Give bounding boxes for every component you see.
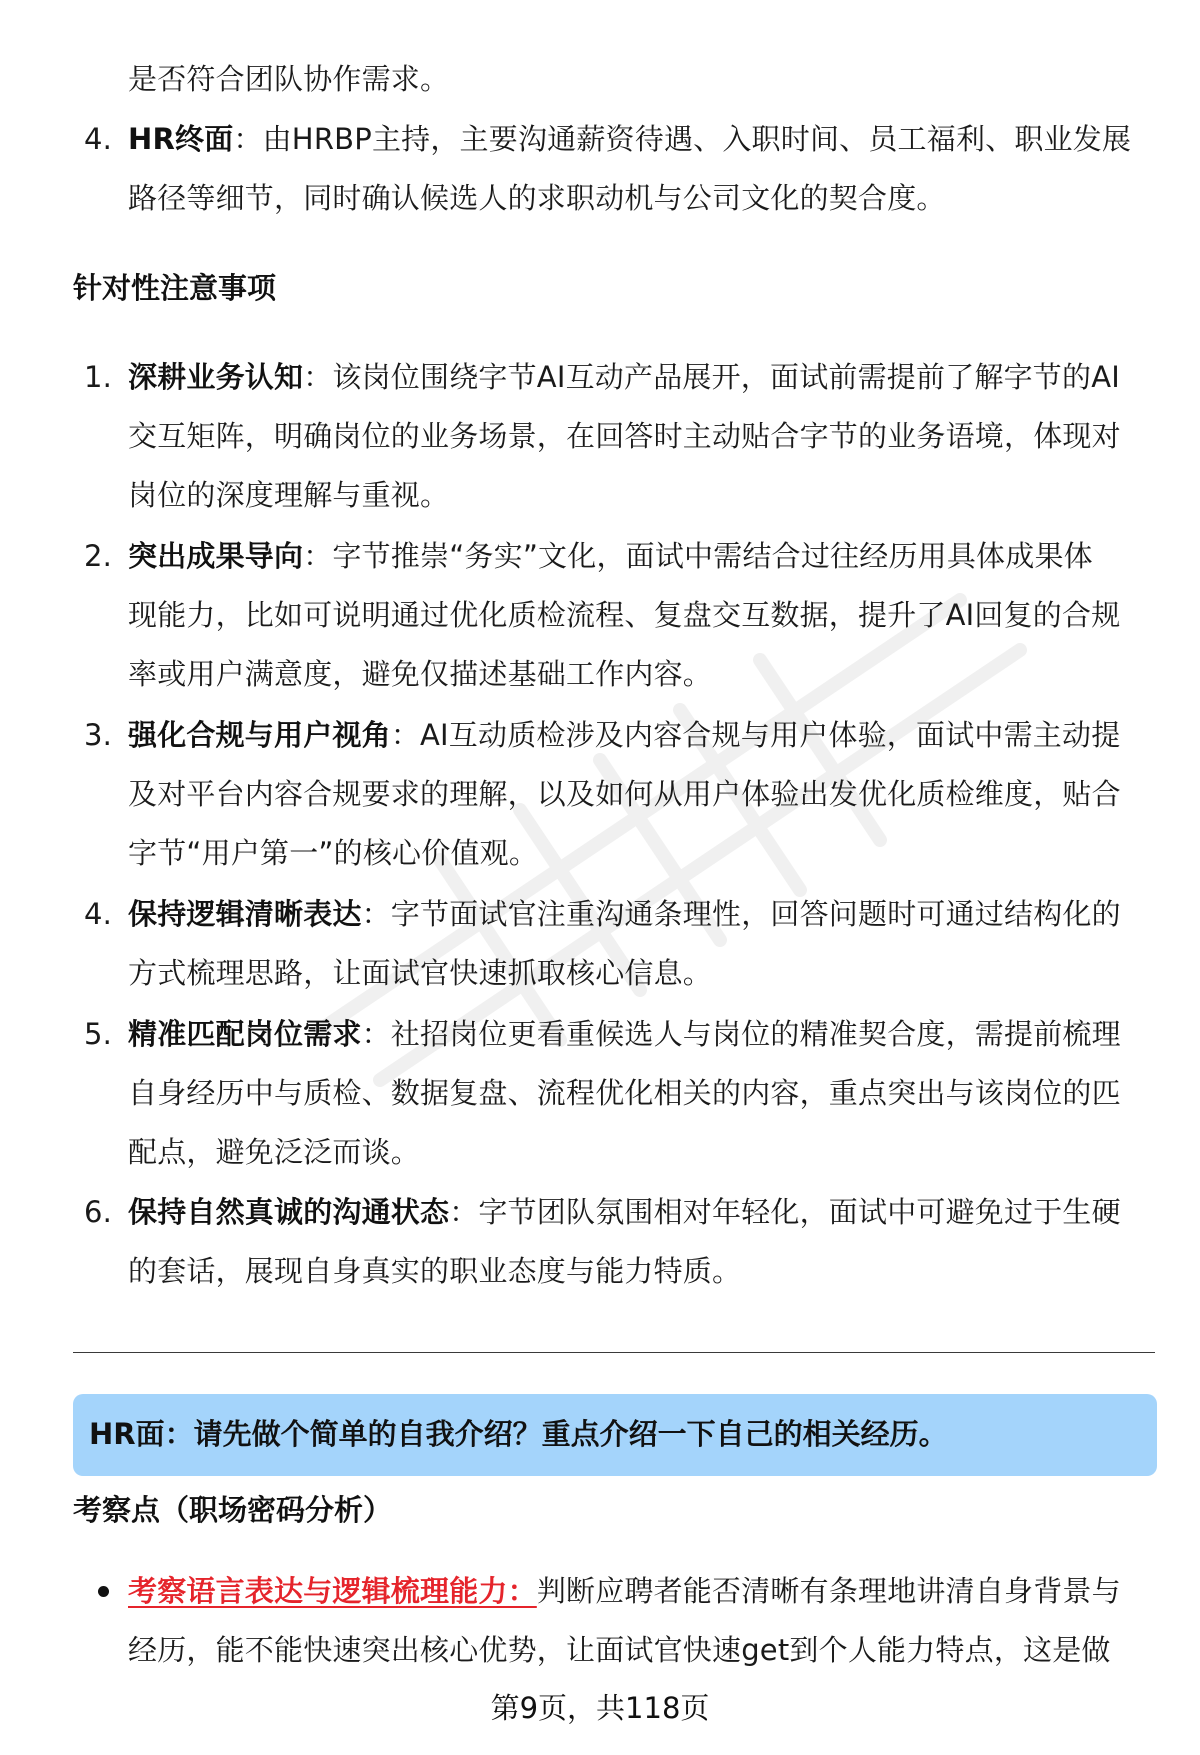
list-item-title: 突出成果导向 — [128, 539, 304, 573]
list-item-title: HR终面 — [128, 122, 234, 156]
bullet-text: 经历，能不能快速突出核心优势，让面试官快速get到个人能力特点，这是做 — [128, 1633, 1111, 1667]
list-number: 2. — [84, 539, 113, 573]
highlight-title: 考察语言表达与逻辑梳理能力： — [128, 1574, 537, 1608]
list-item-text: 交互矩阵，明确岗位的业务场景，在回答时主动贴合字节的业务语境，体现对 — [128, 419, 1121, 453]
list-item-title: 保持自然真诚的沟通状态 — [128, 1195, 450, 1229]
section-heading-notes: 针对性注意事项 — [73, 271, 277, 305]
list-item-text: 自身经历中与质检、数据复盘、流程优化相关的内容，重点突出与该岗位的匹 — [128, 1076, 1121, 1110]
list-item — [84, 1183, 1148, 1301]
list-item-text: 率或用户满意度，避免仅描述基础工作内容。 — [128, 657, 713, 691]
continuation-text: 是否符合团队协作需求。 — [128, 62, 450, 96]
list-number: 4. — [84, 122, 113, 156]
list-item-text: 路径等细节，同时确认候选人的求职动机与公司文化的契合度。 — [128, 181, 946, 215]
question-text: HR面：请先做个简单的自我介绍？重点介绍一下自己的相关经历。 — [89, 1417, 948, 1451]
list-item-text: ：该岗位围绕字节AI互动产品展开，面试前需提前了解字节的AI — [303, 360, 1120, 394]
list-item-text: 的套话，展现自身真实的职业态度与能力特质。 — [128, 1254, 742, 1288]
list-item-title: 保持逻辑清晰表达 — [128, 897, 362, 931]
list-item — [84, 527, 1148, 704]
list-item-text: 及对平台内容合规要求的理解，以及如何从用户体验出发优化质检维度，贴合 — [128, 777, 1121, 811]
list-item-text: 现能力，比如可说明通过优化质检流程、复盘交互数据，提升了AI回复的合规 — [128, 598, 1121, 632]
list-number: 4. — [84, 897, 113, 931]
list-item — [84, 1005, 1148, 1182]
list-item-text: ：AI互动质检涉及内容合规与用户体验，面试中需主动提 — [390, 718, 1121, 752]
list-item-text: 岗位的深度理解与重视。 — [128, 478, 450, 512]
list-item-text: ：社招岗位更看重候选人与岗位的精准契合度，需提前梳理 — [361, 1017, 1121, 1051]
list-item — [84, 706, 1148, 883]
list-item-text: 字节“用户第一”的核心价值观。 — [128, 836, 539, 870]
list-item-text: ：由HRBP主持，主要沟通薪资待遇、入职时间、员工福利、职业发展 — [233, 122, 1132, 156]
section-heading-analysis: 考察点（职场密码分析） — [73, 1493, 393, 1527]
list-item-text: ：字节面试官注重沟通条理性，回答问题时可通过结构化的 — [361, 897, 1121, 931]
list-number: 3. — [84, 718, 113, 752]
list-item-text: 方式梳理思路，让面试官快速抓取核心信息。 — [128, 956, 713, 990]
list-item-hr-final — [84, 110, 1148, 228]
list-item-text: ：字节推崇“务实”文化，面试中需结合过往经历用具体成果体 — [303, 539, 1093, 573]
section-divider — [73, 1352, 1155, 1353]
list-item — [84, 885, 1148, 1003]
bullet-dot-icon — [98, 1586, 109, 1597]
list-number: 5. — [84, 1017, 113, 1051]
list-number: 6. — [84, 1195, 113, 1229]
list-number: 1. — [84, 360, 113, 394]
question-callout — [73, 1394, 1157, 1476]
page-number: 第9页，共118页 — [490, 1691, 710, 1725]
bullet-text: 判断应聘者能否清晰有条理地讲清自身背景与 — [536, 1574, 1121, 1608]
list-item — [84, 348, 1148, 525]
bullet-item — [128, 1562, 1148, 1680]
list-item-title: 精准匹配岗位需求 — [128, 1017, 362, 1051]
list-item-title: 深耕业务认知 — [128, 360, 304, 394]
list-item-text: ：字节团队氛围相对年轻化，面试中可避免过于生硬 — [449, 1195, 1121, 1229]
list-item-title: 强化合规与用户视角 — [128, 718, 391, 752]
list-item-text: 配点，避免泛泛而谈。 — [128, 1135, 421, 1169]
